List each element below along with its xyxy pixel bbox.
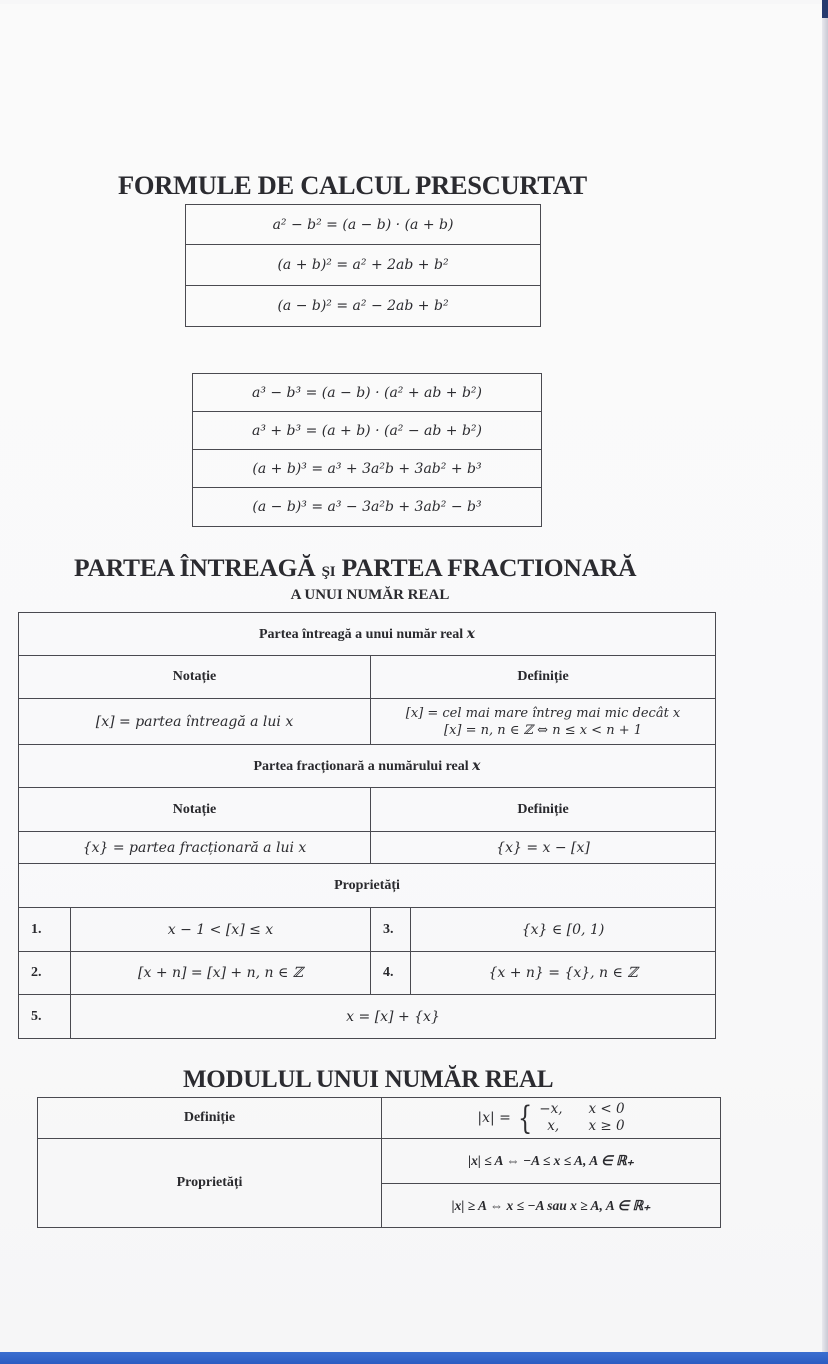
formula-row: (a + b)² = a² + 2ab + b²	[186, 245, 541, 286]
property-number: 2.	[19, 952, 71, 995]
formula-table-squares	[185, 204, 541, 327]
formula-row: a³ − b³ = (a − b) · (a² + ab + b²)	[193, 374, 542, 412]
property-formula: x − 1 < [x] ≤ x	[71, 908, 371, 952]
property-number: 1.	[19, 908, 71, 952]
title-conj: ŞI	[321, 564, 336, 580]
absolute-value-definition: |x| = { −x, x < 0 x, x ≥ 0	[382, 1098, 721, 1139]
formula-row: (a + b)³ = a³ + 3a²b + 3ab² + b³	[193, 450, 542, 488]
integer-notation: [x] = partea întreagă a lui x	[19, 699, 371, 745]
definition-label: Definiție	[38, 1098, 382, 1139]
property-number: 4.	[371, 952, 411, 995]
section-title-modulul: MODULUL UNUI NUMĂR REAL	[183, 1066, 554, 1093]
left-brace-icon: {	[517, 1099, 533, 1137]
section-title-partea	[74, 553, 636, 583]
absolute-value-property: |x| ≤ A ⇔ −A ≤ x ≤ A, A ∈ ℝ₊	[382, 1139, 721, 1184]
title-part2: PARTEA FRACTIONARĂ	[341, 553, 637, 582]
title-part1: PARTEA ÎNTREAGĂ	[74, 553, 316, 582]
page-corner-shadow	[822, 0, 828, 18]
properties-label: Proprietăți	[38, 1139, 382, 1228]
property-formula: {x} ∈ [0, 1)	[411, 908, 716, 952]
formula-table-cubes	[192, 373, 542, 527]
section-subtitle: A UNUI NUMĂR REAL	[290, 587, 450, 603]
property-formula: {x + n} = {x}, n ∈ ℤ	[411, 952, 716, 995]
background-surface	[0, 1352, 828, 1364]
page-edge	[822, 0, 828, 1354]
property-number: 3.	[371, 908, 411, 952]
fractional-notation: {x} = partea fracționară a lui x	[19, 832, 371, 864]
integer-definition: [x] = cel mai mare întreg mai mic decât x [x] = n, n ∈ ℤ ⇔ n ≤ x < n + 1	[371, 699, 716, 745]
integer-fractional-table	[18, 612, 716, 1039]
properties-header: Proprietăți	[19, 864, 716, 908]
formula-row: (a − b)² = a² − 2ab + b²	[186, 286, 541, 327]
property-formula: [x + n] = [x] + n, n ∈ ℤ	[71, 952, 371, 995]
property-formula: x = [x] + {x}	[71, 995, 716, 1039]
fractional-definition: {x} = x − [x]	[371, 832, 716, 864]
property-number: 5.	[19, 995, 71, 1039]
section-title-formule: FORMULE DE CALCUL PRESCURTAT	[118, 170, 587, 200]
col-definition: Definiție	[371, 788, 716, 832]
col-notation: Notație	[19, 788, 371, 832]
col-notation: Notație	[19, 656, 371, 699]
absolute-value-property: |x| ≥ A ⇔ x ≤ −A sau x ≥ A, A ∈ ℝ₊	[382, 1184, 721, 1228]
absolute-value-table	[37, 1097, 721, 1228]
formula-row: a³ + b³ = (a + b) · (a² − ab + b²)	[193, 412, 542, 450]
integer-part-header: Partea întreagă a unui număr real x	[19, 613, 716, 656]
formula-row: (a − b)³ = a³ − 3a²b + 3ab² − b³	[193, 488, 542, 527]
col-definition: Definiție	[371, 656, 716, 699]
formula-row: a² − b² = (a − b) · (a + b)	[186, 205, 541, 245]
fractional-part-header: Partea fracționară a numărului real x	[19, 745, 716, 788]
